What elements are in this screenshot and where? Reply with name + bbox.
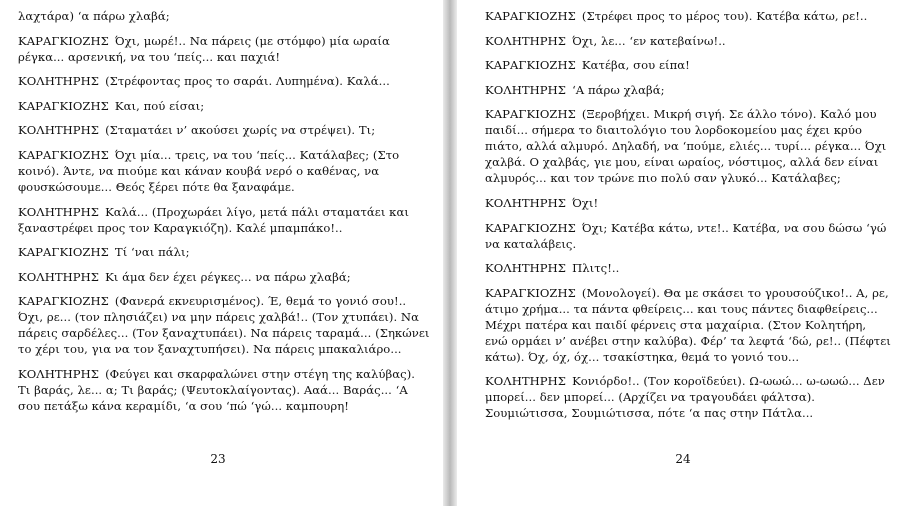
- dialogue-paragraph: [485, 106, 891, 186]
- dialogue-paragraph: [485, 220, 891, 252]
- dialogue-text: ‘Α πάρω χλαβά;: [572, 82, 665, 97]
- dialogue-paragraph: [18, 73, 431, 89]
- dialogue-paragraph: [18, 204, 431, 236]
- speaker-name: ΚΟΛΗΤΗΡΗΣ: [18, 74, 100, 89]
- dialogue-paragraph: [18, 366, 431, 414]
- speaker-name: ΚΑΡΑΓΚΙΟΖΗΣ: [485, 285, 576, 300]
- dialogue-paragraph: [18, 147, 431, 195]
- dialogue-text: Και, πού είσαι;: [114, 98, 205, 113]
- dialogue-paragraph: [18, 8, 431, 24]
- dialogue-text: Όχι, μωρέ!.. Να πάρεις (με στόμφο) μία ωραία ρέγκα... αρσενική, να του ‘πείς... και παχιά!: [18, 33, 390, 64]
- left-page-text: [18, 8, 431, 414]
- right-page: [457, 0, 901, 506]
- dialogue-text: Κι άμα δεν έχει ρέγκες... να πάρω χλαβά;: [105, 269, 351, 284]
- speaker-name: ΚΑΡΑΓΚΙΟΖΗΣ: [18, 98, 109, 113]
- dialogue-text: Όχι, λε... ‘εν κατεβαίνω!..: [572, 33, 726, 48]
- dialogue-text: Τί ‘ναι πάλι;: [114, 245, 190, 260]
- speaker-name: ΚΟΛΗΤΗΡΗΣ: [18, 269, 100, 284]
- speaker-name: ΚΑΡΑΓΚΙΟΖΗΣ: [485, 9, 576, 23]
- dialogue-paragraph: [485, 195, 891, 211]
- speaker-name: ΚΑΡΑΓΚΙΟΖΗΣ: [18, 245, 109, 260]
- dialogue-paragraph: [485, 285, 891, 365]
- right-page-text: [485, 8, 891, 421]
- dialogue-text: Κατέβα, σου είπα!: [581, 58, 690, 73]
- dialogue-paragraph: [18, 293, 431, 357]
- dialogue-text: (Στρέφει προς το μέρος του). Κατέβα κάτω, ρε!..: [581, 9, 868, 23]
- dialogue-paragraph: [18, 269, 431, 285]
- speaker-name: ΚΟΛΗΤΗΡΗΣ: [485, 195, 567, 210]
- speaker-name: ΚΟΛΗΤΗΡΗΣ: [18, 123, 100, 138]
- dialogue-text: (Μονολογεί). Θα με σκάσει το γρουσούζικο!.. Α, ρε, άτιμο χρήμα... τα πάντα φθείρεις... και τους πάντες διαφθείρεις... Μέχρι πατέρα και παιδί φέρνεις στα μαχαίρια. (Στον Κολητήρη, ενώ ορμάει ν’ ανέβει στην καλύβα). Φέρ’ τα λεφτά ‘δώ, ρε!.. (Πέφτει κάτω). Όχ, όχ, όχ... τσακίστηκα, θεμά το γονιό του...: [485, 285, 891, 364]
- dialogue-paragraph: [485, 33, 891, 49]
- speaker-name: ΚΟΛΗΤΗΡΗΣ: [18, 366, 100, 381]
- dialogue-text: (Στρέφοντας προς το σαράι. Λυπημένα). Καλά...: [105, 74, 390, 89]
- dialogue-text: Όχι; Κατέβα κάτω, ντε!.. Κατέβα, να σου δώσω ‘γώ να καταλάβεις.: [485, 220, 887, 251]
- speaker-name: ΚΑΡΑΓΚΙΟΖΗΣ: [485, 107, 576, 122]
- dialogue-paragraph: [485, 57, 891, 73]
- book-gutter: [443, 0, 457, 506]
- dialogue-paragraph: [18, 33, 431, 65]
- dialogue-text: λαχτάρα) ‘α πάρω χλαβά;: [18, 9, 170, 23]
- dialogue-paragraph: [485, 260, 891, 276]
- dialogue-text: Όχι μία... τρεις, να του ‘πείς... Κατάλαβες; (Στο κοινό). Άντε, να πιούμε και κάναν κουβά νερό ο καθένας, να φουσκώσουμε... Θεός ξέρει πότε θα ξαναφάμε.: [18, 147, 400, 194]
- speaker-name: ΚΟΛΗΤΗΡΗΣ: [18, 204, 100, 219]
- speaker-name: ΚΟΛΗΤΗΡΗΣ: [485, 33, 567, 48]
- dialogue-text: Κονιόρδο!.. (Τον κοροϊδεύει). Ω-ωωώ... ω-ωωώ... Δεν μπορεί... δεν μπορεί... (Αρχίζει να τραγουδάει φάλτσα). Σουμιώτισσα, Σουμιώτισσα, πότε ‘α πας στην Πάτλα...: [485, 374, 885, 421]
- speaker-name: ΚΟΛΗΤΗΡΗΣ: [485, 82, 567, 97]
- speaker-name: ΚΑΡΑΓΚΙΟΖΗΣ: [18, 33, 109, 48]
- dialogue-text: Όχι!: [572, 195, 599, 210]
- speaker-name: ΚΟΛΗΤΗΡΗΣ: [485, 261, 567, 276]
- speaker-name: ΚΑΡΑΓΚΙΟΖΗΣ: [18, 147, 109, 162]
- dialogue-text: (Φεύγει και σκαρφαλώνει στην στέγη της καλύβας). Τι βαράς, λε... α; Τι βαράς; (Ψευτοκλαίγοντας). Ααά... Βαράς... ‘Α σου πετάξω κάνα κεραμίδι, ‘α σου ‘πώ ‘γώ... καμπουρη!: [18, 366, 416, 413]
- left-page: [0, 0, 443, 506]
- dialogue-paragraph: [18, 98, 431, 114]
- page-number: 24: [675, 452, 691, 466]
- speaker-name: ΚΑΡΑΓΚΙΟΖΗΣ: [18, 294, 109, 309]
- dialogue-text: (Φανερά εκνευρισμένος). Έ, θεμά το γονιό σου!.. Όχι, ρε... (τον πλησιάζει) να μην πάρεις χαλβά!.. (Τον χτυπάει). Να πάρεις σαρδέλες... (Τον ξαναχτυπάει). Να πάρεις ταραμά... (Σηκώνει το χέρι του, για να τον ξαναχτυπήσει). Να πάρεις μπακαλιάρο...: [18, 294, 430, 357]
- speaker-name: ΚΑΡΑΓΚΙΟΖΗΣ: [485, 220, 576, 235]
- speaker-name: ΚΑΡΑΓΚΙΟΖΗΣ: [485, 58, 576, 73]
- dialogue-paragraph: [485, 373, 891, 421]
- speaker-name: ΚΟΛΗΤΗΡΗΣ: [485, 374, 567, 389]
- dialogue-paragraph: [18, 122, 431, 138]
- dialogue-text: (Σταματάει ν’ ακούσει χωρίς να στρέψει). Τι;: [105, 123, 376, 138]
- page-number: 23: [210, 452, 226, 466]
- dialogue-text: Καλά... (Προχωράει λίγο, μετά πάλι σταματάει και ξαναστρέφει προς τον Καραγκιόζη). Καλέ μπαμπάκο!..: [18, 204, 409, 235]
- dialogue-paragraph: [485, 8, 891, 24]
- dialogue-text: Πλιτς!..: [572, 261, 620, 276]
- dialogue-paragraph: [18, 244, 431, 260]
- dialogue-text: (Ξεροβήχει. Μικρή σιγή. Σε άλλο τόνο). Καλό μου παιδί... σήμερα το διαιτολόγιο του λορδοκομείου μας έχει κρύο πιάτο, αλλά αλμυρό. Δηλαδή, να ‘πούμε, ελιές... τυρί... ρέγκα... Όχι χαλβά. Ο χαλβάς, γιε μου, είναι ωραίος, νόστιμος, αλλά δεν είναι αλμυρός... και τον τρώνε πιο πολύ σαν γλυκό... Κατάλαβες;: [485, 107, 887, 186]
- dialogue-paragraph: [485, 82, 891, 98]
